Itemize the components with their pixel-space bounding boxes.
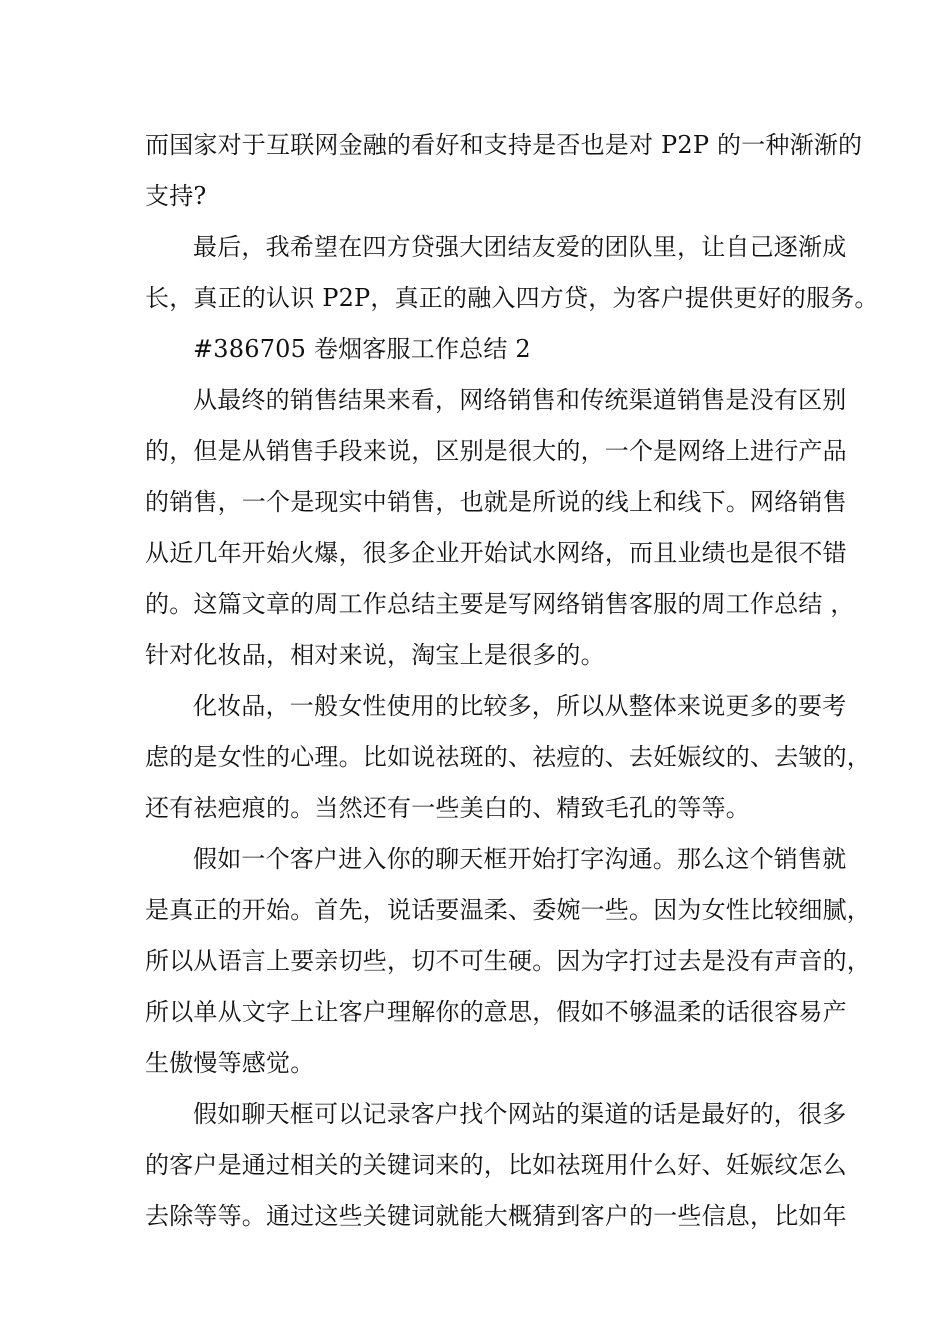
paragraph-start-line: 从最终的销售结果来看，网络销售和传统渠道销售是没有区别: [193, 386, 847, 414]
paragraph-start-line: 假如一个客户进入你的聊天框开始打字沟通。那么这个销售就: [193, 845, 847, 873]
document-page: [145, 120, 879, 1242]
text-line: 针对化妆品，相对来说，淘宝上是很多的。: [145, 641, 605, 669]
text-line: 去除等等。通过这些关键词就能大概猜到客户的一些信息，比如年: [145, 1202, 847, 1230]
paragraph-start-line: 最后，我希望在四方贷强大团结友爱的团队里，让自己逐渐成: [193, 233, 847, 261]
section-heading: #386705 卷烟客服工作总结 2: [193, 335, 531, 363]
text-line: 的销售，一个是现实中销售，也就是所说的线上和线下。网络销售: [145, 488, 847, 516]
text-line: 虑的是女性的心理。比如说祛斑的、祛痘的、去妊娠纹的、去皱的，: [145, 743, 871, 771]
paragraph-start-line: 化妆品，一般女性使用的比较多，所以从整体来说更多的要考: [193, 692, 847, 720]
text-line: 所以从语言上要亲切些，切不可生硬。因为字打过去是没有声音的，: [145, 947, 871, 975]
text-line: 的。这篇文章的周工作总结主要是写网络销售客服的周工作总结 ，: [145, 590, 855, 618]
text-line: 生傲慢等感觉。: [145, 1049, 315, 1077]
text-line: 支持?: [145, 182, 207, 210]
text-line: 还有祛疤痕的。当然还有一些美白的、精致毛孔的等等。: [145, 794, 750, 822]
text-line: 从近几年开始火爆，很多企业开始试水网络，而且业绩也是很不错: [145, 539, 847, 567]
text-line: 而国家对于互联网金融的看好和支持是否也是对 P2P 的一种渐渐的: [145, 131, 863, 159]
text-line: 长，真正的认识 P2P，真正的融入四方贷，为客户提供更好的服务。: [145, 284, 879, 312]
text-line: 所以单从文字上让客户理解你的意思，假如不够温柔的话很容易产: [145, 998, 847, 1026]
paragraph-start-line: 假如聊天框可以记录客户找个网站的渠道的话是最好的，很多: [193, 1100, 847, 1128]
text-line: 的，但是从销售手段来说，区别是很大的，一个是网络上进行产品: [145, 437, 847, 465]
text-line: 的客户是通过相关的关键词来的，比如祛斑用什么好、妊娠纹怎么: [145, 1151, 847, 1179]
text-line: 是真正的开始。首先，说话要温柔、委婉一些。因为女性比较细腻，: [145, 896, 871, 924]
